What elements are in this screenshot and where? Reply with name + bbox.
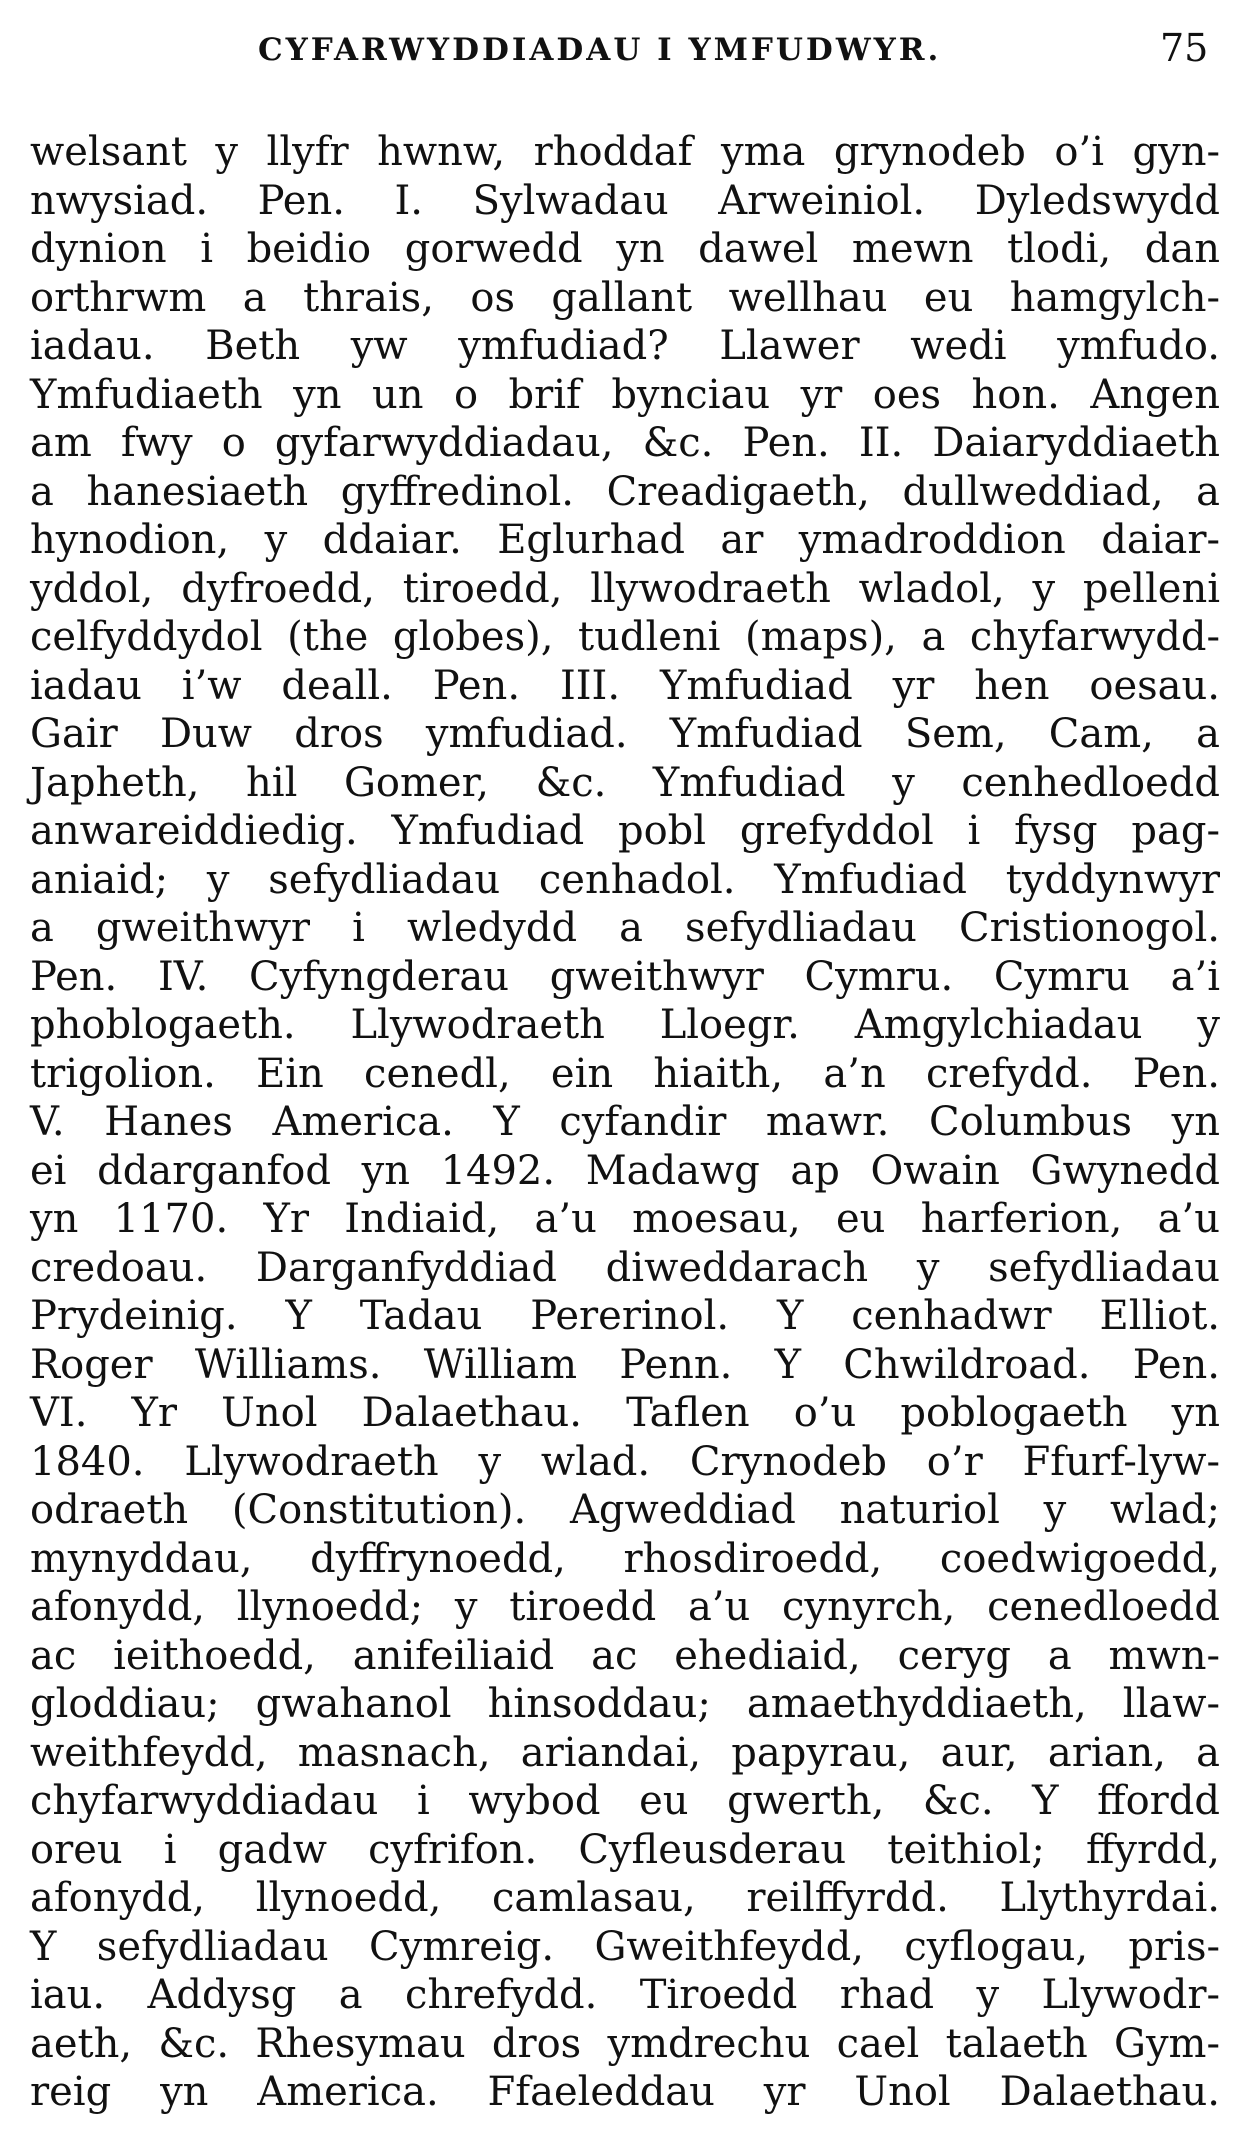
text-line: credoau. Darganfyddiad diweddarach y sefydliadau bbox=[30, 1244, 1220, 1291]
text-line: odraeth (Constitution). Agweddiad naturiol y wlad; bbox=[30, 1487, 1220, 1533]
text-line: Y sefydliadau Cymreig. Gweithfeydd, cyflogau, pris- bbox=[30, 1923, 1220, 1970]
text-line: Gair Duw dros ymfudiad. Ymfudiad Sem, Cam, a bbox=[30, 711, 1220, 757]
text-line: yddol, dyfroedd, tiroedd, llywodraeth wladol, y pelleni bbox=[30, 565, 1220, 612]
text-line: aeth, &c. Rhesymau dros ymdrechu cael talaeth Gym- bbox=[30, 2020, 1220, 2067]
text-line: a gweithwyr i wledydd a sefydliadau Cristionogol. bbox=[30, 905, 1220, 951]
text-line: mynyddau, dyffrynoedd, rhosdiroedd, coedwigoedd, bbox=[30, 1535, 1220, 1582]
text-line: am fwy o gyfarwyddiadau, &c. Pen. II. Daiaryddiaeth bbox=[30, 420, 1220, 466]
text-line: V. Hanes America. Y cyfandir mawr. Columbus yn bbox=[30, 1099, 1220, 1145]
text-line: afonydd, llynoedd, camlasau, reilffyrdd. Llythyrdai. bbox=[30, 1875, 1220, 1921]
text-line: iadau i’w deall. Pen. III. Ymfudiad yr hen oesau. bbox=[30, 662, 1220, 709]
body-paragraph bbox=[30, 128, 1220, 2117]
text-line: Ymfudiaeth yn un o brif bynciau yr oes hon. Angen bbox=[30, 371, 1220, 418]
text-line: VI. Yr Unol Dalaethau. Taflen o’u poblogaeth yn bbox=[30, 1390, 1220, 1436]
text-line: Japheth, hil Gomer, &c. Ymfudiad y cenhedloedd bbox=[30, 759, 1220, 806]
text-line: chyfarwyddiadau i wybod eu gwerth, &c. Y ffordd bbox=[30, 1778, 1220, 1824]
text-line: trigolion. Ein cenedl, ein hiaith, a’n crefydd. Pen. bbox=[30, 1050, 1220, 1097]
text-line: Roger Williams. William Penn. Y Chwildroad. Pen. bbox=[30, 1341, 1220, 1388]
text-line: 1840. Llywodraeth y wlad. Crynodeb o’r Ffurf-lyw- bbox=[30, 1438, 1220, 1485]
text-line: nwysiad. Pen. I. Sylwadau Arweiniol. Dyledswydd bbox=[30, 177, 1220, 224]
text-line: dynion i beidio gorwedd yn dawel mewn tlodi, dan bbox=[30, 226, 1220, 272]
text-line: reig yn America. Ffaeleddau yr Unol Dalaethau. bbox=[30, 2069, 1220, 2115]
text-line: weithfeydd, masnach, ariandai, papyrau, aur, arian, a bbox=[30, 1729, 1220, 1776]
text-line: welsant y llyfr hwnw, rhoddaf yma grynodeb o’i gyn- bbox=[30, 129, 1220, 175]
text-line: gloddiau; gwahanol hinsoddau; amaethyddiaeth, llaw- bbox=[30, 1681, 1220, 1727]
text-line: iau. Addysg a chrefydd. Tiroedd rhad y Llywodr- bbox=[30, 1972, 1220, 2018]
text-line: celfyddydol (the globes), tudleni (maps), a chyfarwydd- bbox=[30, 614, 1220, 660]
text-line: anwareiddiedig. Ymfudiad pobl grefyddol i fysg pag- bbox=[30, 808, 1220, 854]
text-line: phoblogaeth. Llywodraeth Lloegr. Amgylchiadau y bbox=[30, 1002, 1220, 1048]
page-number: 75 bbox=[1160, 26, 1209, 70]
text-line: afonydd, llynoedd; y tiroedd a’u cynyrch, cenedloedd bbox=[30, 1584, 1220, 1630]
text-line: ei ddarganfod yn 1492. Madawg ap Owain Gwynedd bbox=[30, 1147, 1220, 1194]
text-line: a hanesiaeth gyffredinol. Creadigaeth, dullweddiad, a bbox=[30, 468, 1220, 515]
text-line: orthrwm a thrais, os gallant wellhau eu hamgylch- bbox=[30, 274, 1220, 321]
text-line: hynodion, y ddaiar. Eglurhad ar ymadroddion daiar- bbox=[30, 517, 1220, 563]
text-line: ac ieithoedd, anifeiliaid ac ehediaid, ceryg a mwn- bbox=[30, 1632, 1220, 1679]
text-line: Prydeinig. Y Tadau Pererinol. Y cenhadwr Elliot. bbox=[30, 1293, 1220, 1339]
text-line: iadau. Beth yw ymfudiad? Llawer wedi ymfudo. bbox=[30, 323, 1220, 369]
text-line: aniaid; y sefydliadau cenhadol. Ymfudiad tyddynwyr bbox=[30, 856, 1220, 903]
running-title: CYFARWYDDIADAU I YMFUDWYR. bbox=[258, 32, 942, 68]
text-line: Pen. IV. Cyfyngderau gweithwyr Cymru. Cymru a’i bbox=[30, 953, 1220, 1000]
text-line: oreu i gadw cyfrifon. Cyfleusderau teithiol; ffyrdd, bbox=[30, 1826, 1220, 1873]
text-line: yn 1170. Yr Indiaid, a’u moesau, eu harferion, a’u bbox=[30, 1196, 1220, 1242]
